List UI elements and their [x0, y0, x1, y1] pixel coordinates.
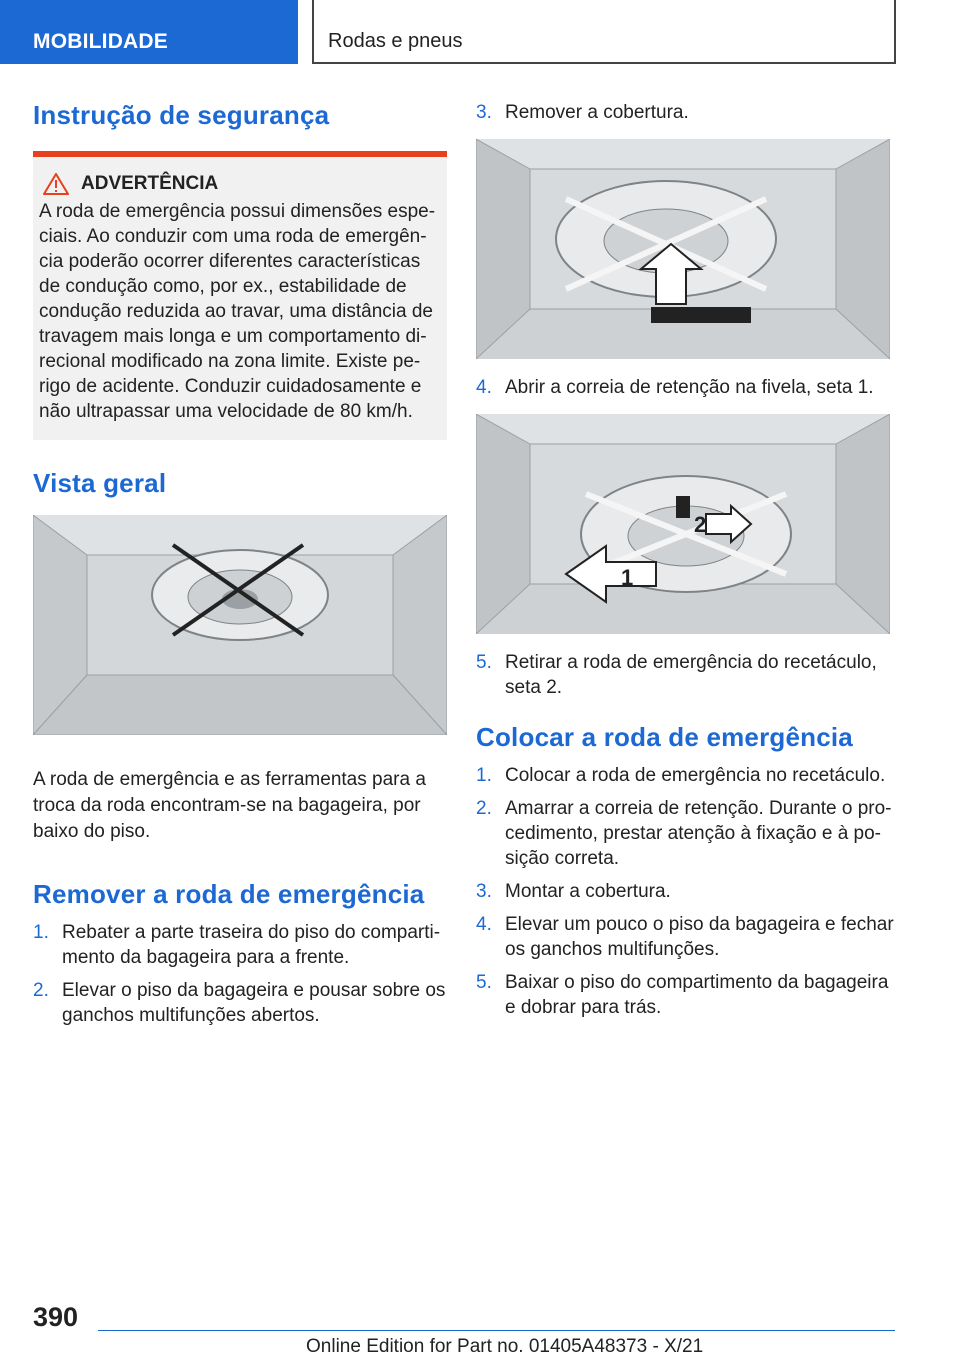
safety-heading: Instrução de segurança	[33, 100, 330, 130]
step-number: 5.	[476, 972, 492, 993]
warning-triangle-icon	[43, 173, 69, 195]
step-number: 1.	[33, 922, 49, 943]
remove-step-5	[476, 650, 896, 700]
overview-caption: A roda de emergência e as ferramentas para a troca da roda encontram-se na bagageira, por baixo do piso.	[33, 769, 426, 842]
arrow-2-label: 2	[694, 512, 707, 537]
warning-title: ADVERTÊNCIA	[81, 173, 219, 194]
step-text: Retirar a roda de emergência do recetáculo, seta 2.	[505, 652, 877, 698]
step-number: 3.	[476, 102, 492, 123]
left-column	[33, 100, 447, 1036]
insert-heading: Colocar a roda de emergência	[476, 722, 853, 752]
step-text: Elevar o piso da bagageira e pousar sobre os ganchos multifunções abertos.	[62, 980, 446, 1026]
step-text: Amarrar a correia de retenção. Durante o pro-cedimento, prestar atenção à fixação e à po-sição correta.	[505, 798, 892, 869]
step-text: Remover a cobertura.	[505, 102, 689, 123]
warning-title-row	[39, 173, 439, 195]
release-strap-image	[476, 414, 890, 634]
step-number: 1.	[476, 765, 492, 786]
remove-heading: Remover a roda de emergência	[33, 879, 425, 909]
step-number: 3.	[476, 881, 492, 902]
overview-heading: Vista geral	[33, 468, 167, 498]
step-number: 2.	[476, 798, 492, 819]
step-number: 5.	[476, 652, 492, 673]
remove-step-2	[33, 978, 447, 1028]
remove-cover-image	[476, 139, 890, 359]
header-chapter-tab: Rodas e pneus	[312, 0, 896, 64]
step-text: Baixar o piso do compartimento da bagageira e dobrar para trás.	[505, 972, 889, 1018]
step-text: Abrir a correia de retenção na fivela, seta 1.	[505, 377, 874, 398]
insert-step-3	[476, 879, 896, 904]
step-text: Montar a cobertura.	[505, 881, 671, 902]
warning-text: A roda de emergência possui dimensões espe-ciais. Ao conduzir com uma roda de emergên-cia poderão ocorrer diferentes características de condução como, por ex., estabilidade de condução reduzida ao travar, uma distância de travagem mais longa e um comportamento di-recional modificado na zona limite. Existe pe-rigo de acidente. Conduzir cuidadosamente e não ultrapassar uma velocidade de 80 km/h.	[39, 201, 436, 422]
insert-step-2	[476, 796, 896, 871]
warning-box	[33, 151, 447, 440]
insert-step-1	[476, 763, 896, 788]
remove-steps-right-c	[476, 650, 896, 700]
remove-steps-right-b	[476, 375, 896, 400]
step-text: Colocar a roda de emergência no recetáculo.	[505, 765, 886, 786]
remove-steps-right-a	[476, 100, 896, 125]
remove-step-3	[476, 100, 896, 125]
step-number: 2.	[33, 980, 49, 1001]
insert-step-4	[476, 912, 896, 962]
step-number: 4.	[476, 377, 492, 398]
page-number: 390	[33, 1302, 79, 1332]
header-section-tab: MOBILIDADE	[0, 0, 298, 64]
remove-steps-left	[33, 920, 447, 1028]
remove-step-4	[476, 375, 896, 400]
insert-step-5	[476, 970, 896, 1020]
step-text: Rebater a parte traseira do piso do comparti-mento da bagageira para a frente.	[62, 922, 441, 968]
footer-divider	[98, 1330, 895, 1331]
insert-steps	[476, 763, 896, 1020]
remove-step-1	[33, 920, 447, 970]
step-number: 4.	[476, 914, 492, 935]
arrow-1-label: 1	[621, 565, 634, 590]
overview-trunk-image	[33, 515, 447, 735]
footer-edition: Online Edition for Part no. 01405A48373 - X/21	[306, 1336, 704, 1357]
step-text: Elevar um pouco o piso da bagageira e fechar os ganchos multifunções.	[505, 914, 894, 960]
right-column	[476, 100, 896, 1028]
